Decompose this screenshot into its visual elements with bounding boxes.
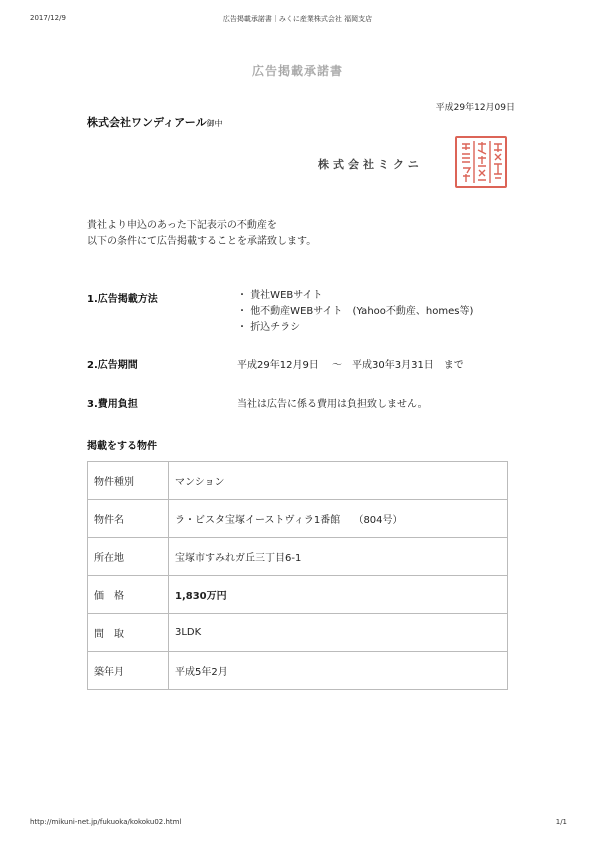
issuer-company: 株式会社ミクニ (318, 158, 423, 171)
intro-line-1: 貴社より申込のあった下記表示の不動産を (87, 220, 277, 231)
method-item: ・ 貴社WEBサイト (237, 288, 473, 304)
method-list (237, 288, 473, 336)
address-label: 所在地 (88, 538, 169, 576)
cost-value: 当社は広告に係る費用は負担致しません。 (237, 399, 428, 410)
layout-value: 3LDK (169, 614, 508, 652)
recipient-honorific: 御中 (206, 119, 223, 128)
seal-icon (457, 138, 505, 186)
print-page-title: 広告掲載承諾書｜みくに産業株式会社 福岡支店 (222, 15, 373, 23)
intro-text (87, 218, 316, 250)
table-row (88, 614, 508, 652)
intro-line-2: 以下の条件にて広告掲載することを承諾致します。 (87, 236, 317, 247)
recipient-name: 株式会社ワンディアール (87, 116, 207, 129)
page-url: http://mikuni-net.jp/fukuoka/kokoku02.html (30, 818, 182, 826)
price-value: 1,830万円 (169, 576, 508, 614)
document-title: 広告掲載承諾書 (251, 64, 343, 78)
period-label: 2.広告期間 (87, 360, 138, 371)
property-name-label: 物件名 (88, 500, 169, 538)
layout-label: 間 取 (88, 614, 169, 652)
table-row (88, 538, 508, 576)
method-item: ・ 折込チラシ (237, 320, 473, 336)
property-type-value: マンション (169, 462, 508, 500)
table-row (88, 576, 508, 614)
table-row (88, 500, 508, 538)
built-date-label: 築年月 (88, 652, 169, 690)
print-date: 2017/12/9 (30, 14, 66, 22)
built-date-value: 平成5年2月 (169, 652, 508, 690)
recipient (87, 114, 223, 130)
method-label: 1.広告掲載方法 (87, 294, 158, 305)
page-number: 1/1 (555, 818, 567, 826)
address-value: 宝塚市すみれガ丘三丁目6-1 (169, 538, 508, 576)
property-table (87, 461, 508, 690)
property-name-value: ラ・ビスタ宝塚イーストヴィラ1番館 （804号） (169, 500, 508, 538)
method-item: ・ 他不動産WEBサイト (Yahoo不動産、homes等) (237, 304, 473, 320)
cost-label: 3.費用負担 (87, 399, 138, 410)
price-label: 価 格 (88, 576, 169, 614)
document-date: 平成29年12月09日 (435, 103, 515, 113)
company-seal-stamp (455, 136, 507, 188)
property-type-label: 物件種別 (88, 462, 169, 500)
property-heading: 掲載をする物件 (87, 441, 157, 452)
table-row (88, 462, 508, 500)
period-value: 平成29年12月9日 ～ 平成30年3月31日 まで (237, 360, 464, 371)
table-row (88, 652, 508, 690)
